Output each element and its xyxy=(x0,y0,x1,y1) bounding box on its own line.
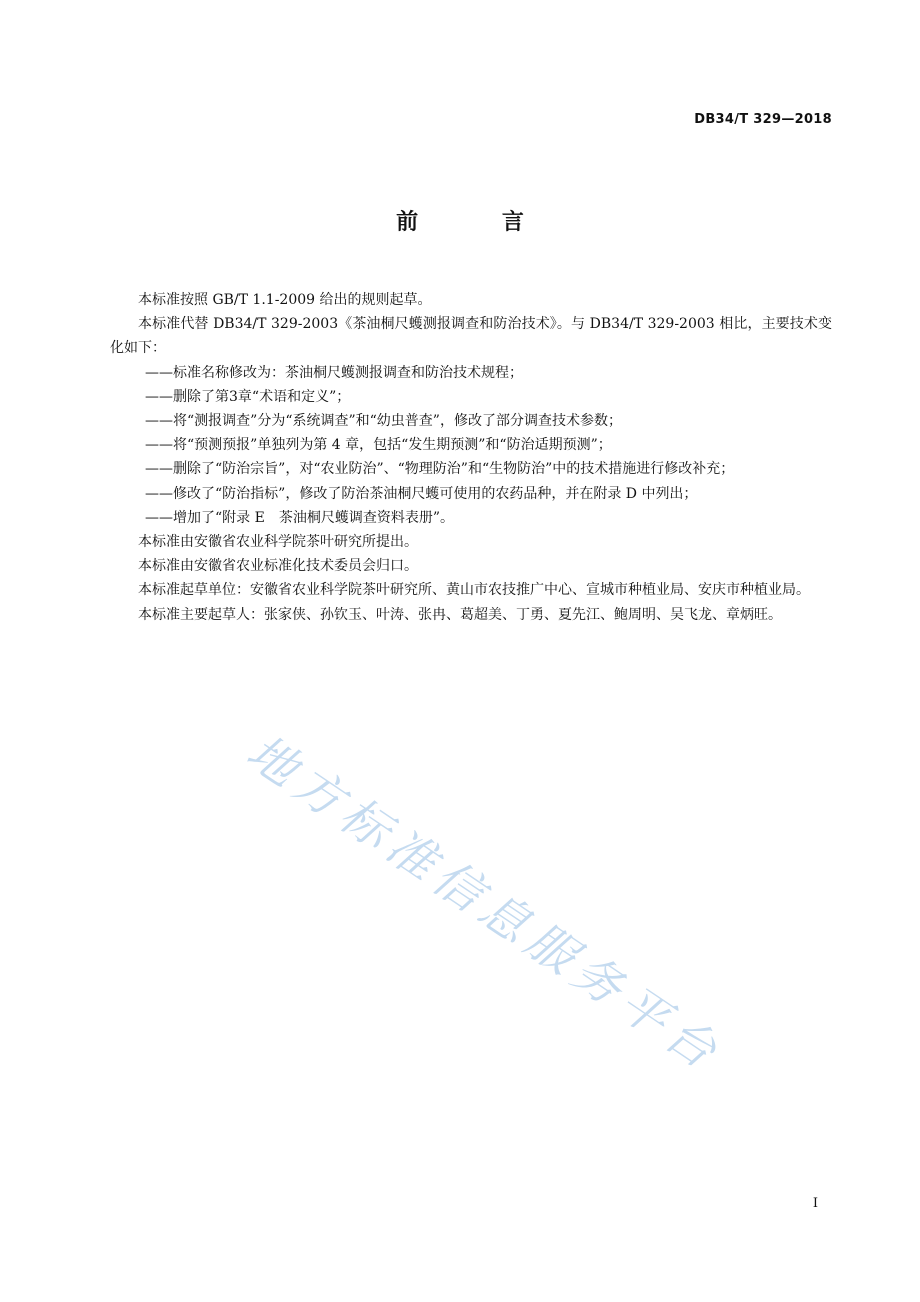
change-item: ——删除了第3章“术语和定义”； xyxy=(145,388,351,405)
page-title: 前 言 xyxy=(396,210,562,235)
change-item: ——删除了“防治宗旨”，对“农业防治”、“物理防治”和“生物防治”中的技术措施进行修改补充； xyxy=(145,461,735,478)
change-item: ——增加了“附录 E 茶油桐尺蠖调查资料表册”。 xyxy=(145,509,454,526)
page-number: I xyxy=(812,1196,818,1211)
paragraph-drafters: 本标准主要起草人：张家侠、孙钦玉、叶涛、张冉、葛超美、丁勇、夏先江、鲍周明、吴飞龙、章炳旺。 xyxy=(138,606,782,623)
change-item: ——修改了“防治指标”，修改了防治茶油桐尺蠖可使用的农药品种，并在附录 D 中列出； xyxy=(145,485,698,502)
document-code: DB34/T 329—2018 xyxy=(694,112,832,127)
foreword-body xyxy=(110,288,832,627)
change-item: ——将“测报调查”分为“系统调查”和“幼虫普查”，修改了部分调查技术参数； xyxy=(145,413,622,430)
watermark: 地方标准信息服务平台 xyxy=(236,723,733,1084)
paragraph-replacement: 本标准代替 DB34/T 329-2003《茶油桐尺蠖测报调查和防治技术》。与 DB34/T 329-2003 相比，主要技术变化如下： xyxy=(110,316,832,357)
change-item: ——将“预测预报”单独列为第 4 章，包括“发生期预测”和“防治适期预测”； xyxy=(145,437,612,454)
paragraph-drafting-units: 本标准起草单位：安徽省农业科学院茶叶研究所、黄山市农技推广中心、宣城市种植业局、安庆市种植业局。 xyxy=(138,582,810,599)
paragraph-drafting-rules: 本标准按照 GB/T 1.1-2009 给出的规则起草。 xyxy=(138,292,432,308)
paragraph-proposed-by: 本标准由安徽省农业科学院茶叶研究所提出。 xyxy=(138,534,418,551)
change-item: ——标准名称修改为：茶油桐尺蠖测报调查和防治技术规程； xyxy=(145,364,523,381)
paragraph-administered-by: 本标准由安徽省农业标准化技术委员会归口。 xyxy=(138,558,418,575)
